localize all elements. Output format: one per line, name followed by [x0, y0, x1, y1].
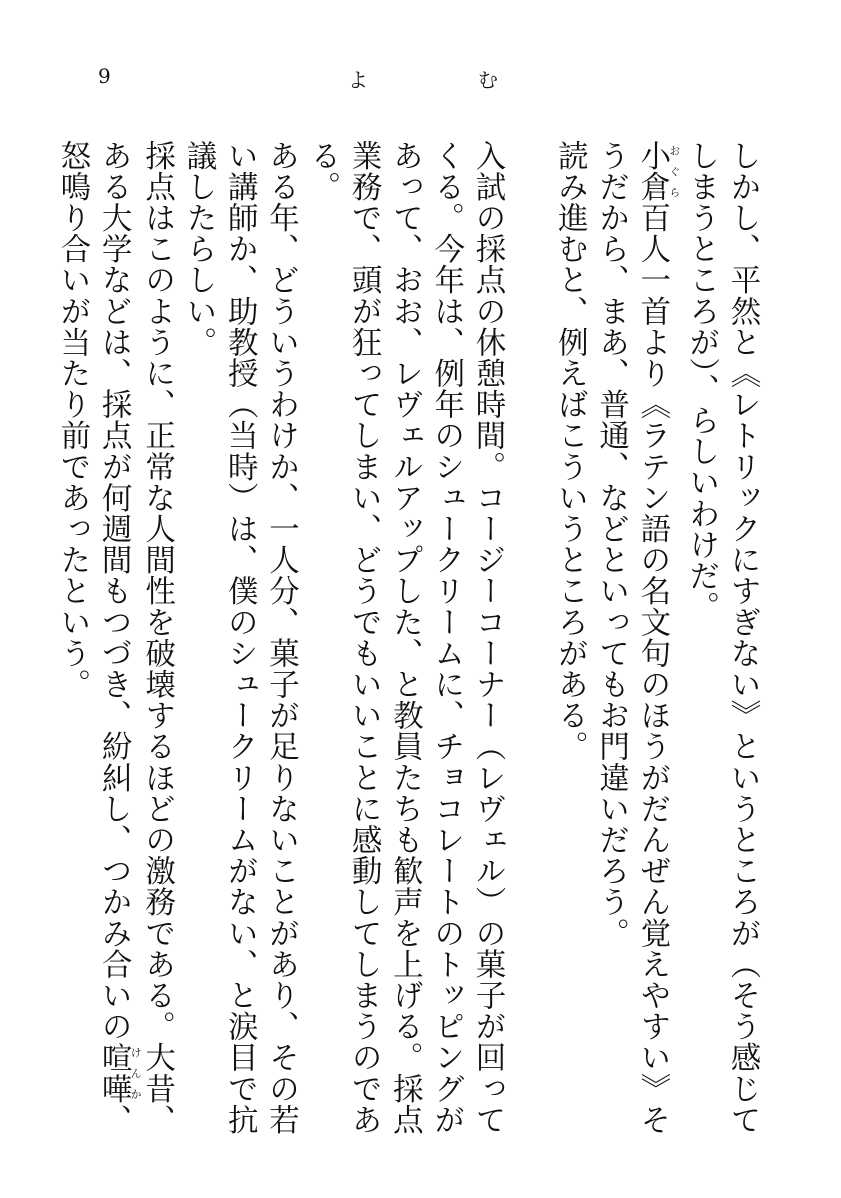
- running-head-left: よ: [348, 68, 368, 92]
- running-head-right: む: [478, 68, 498, 92]
- ruby-base-ogura: 小倉: [634, 140, 670, 203]
- paragraph-5: ある年、どういうわけか、一人分、菓子が足りないことがあり、その若い講師か、助教授（当時）は、僕のシュークリームがない、と涙目で抗議したらしい。: [180, 140, 299, 1136]
- vertical-body-text: [52, 140, 763, 1140]
- page-header: [0, 60, 841, 100]
- paragraph-1: しかし、平然と《レトリックにすぎない》というところが（そう感じてしまうところが）、らしいわけだ。: [683, 140, 760, 1136]
- paragraph-3: 読み進むと、例えばこういうところがある。: [552, 140, 588, 762]
- paragraph-2: [590, 140, 680, 1140]
- section-break: [508, 140, 549, 1140]
- ruby-reading-kenka: けんか: [129, 1041, 143, 1105]
- paragraph-4: 入試の採点の休憩時間。コージーコーナー（レヴェル）の菓子が回ってくる。今年は、例年のシュークリームに、チョコレートのトッピングがあって、おお、レヴェルアップした、と教員たちも歓声を上げる。採点業務で、頭が狂ってしまい、どうでもいいことに感動してしまうのである。: [304, 140, 506, 1136]
- page-number: 9: [98, 64, 111, 88]
- paragraph-6-text-after: 、怒鳴り合いが当たり前であったという。: [54, 140, 132, 1136]
- ruby-kenka: [96, 1041, 143, 1105]
- ruby-ogura: [634, 140, 681, 203]
- paragraph-2-text-after: 百人一首より《ラテン語の名文句のほうがだんぜん覚えやすい》そうだから、まあ、普通、などといってもお門違いだろう。: [593, 140, 670, 1136]
- ruby-base-kenka: 喧嘩: [96, 1041, 132, 1105]
- paragraph-6: [52, 140, 178, 1140]
- ruby-reading-ogura: おぐら: [667, 140, 681, 203]
- paragraph-6-text-before: 採点はこのように、正常な人間性を破壊するほどの激務である。大昔、ある大学などは、採点が何週間もつづき、紛糾し、つかみ合いの: [96, 140, 175, 1136]
